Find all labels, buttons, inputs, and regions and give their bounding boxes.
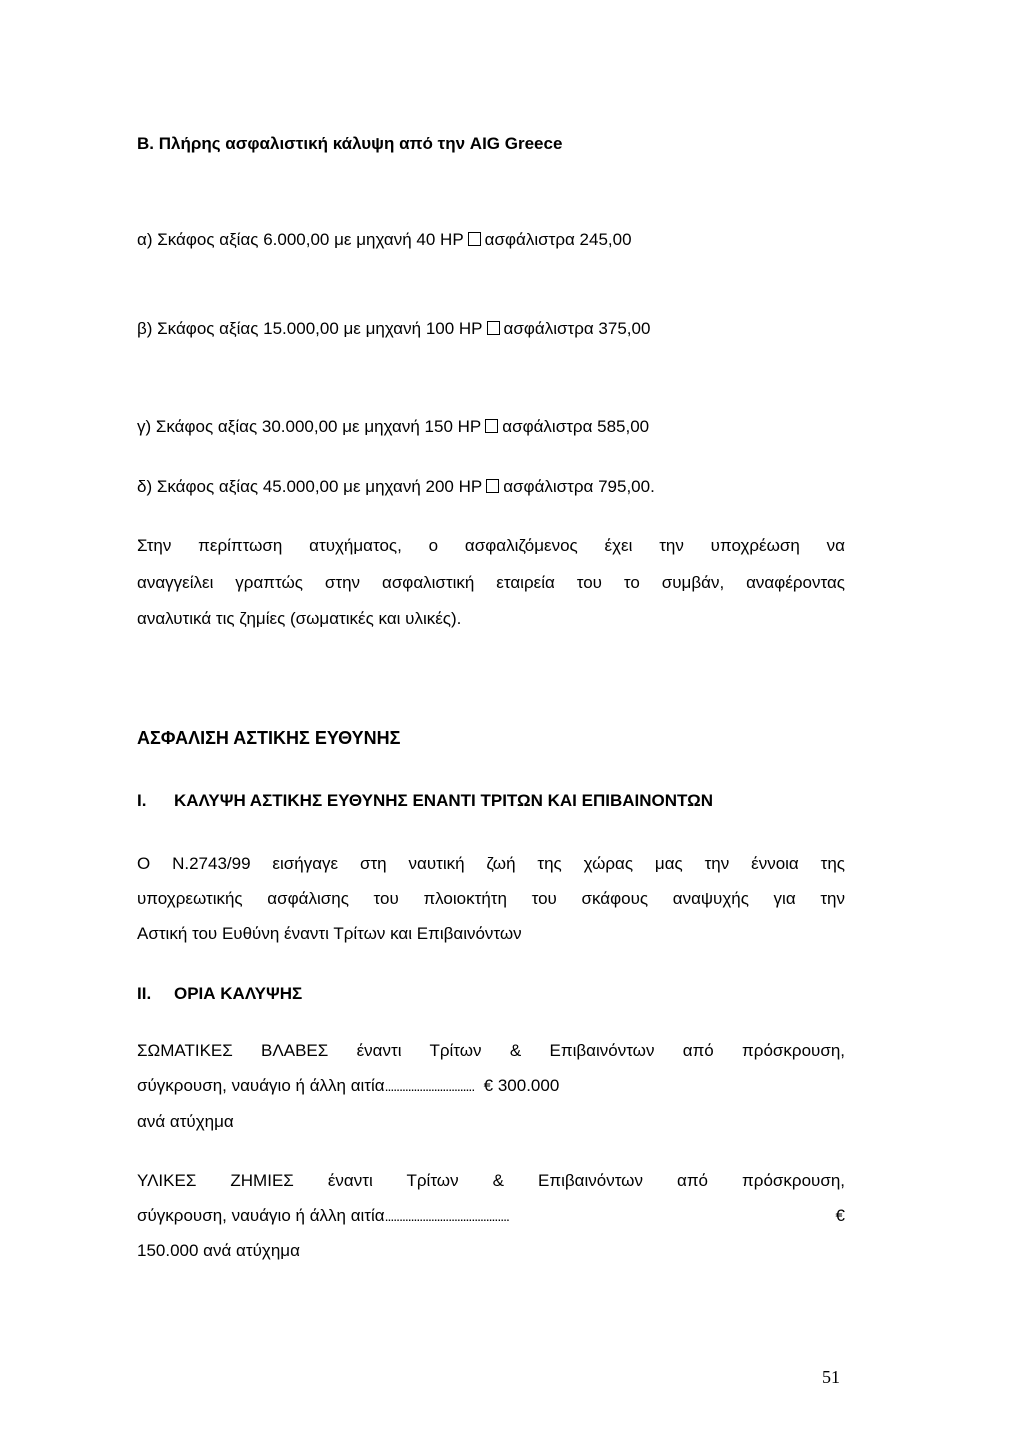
page-number: 51 [822, 1367, 840, 1387]
item-text: α) Σκάφος αξίας 6.000,00 με μηχανή 40 HP [137, 230, 464, 249]
bodily-limit-line: ΣΩΜΑΤΙΚΕΣ ΒΛΑΒΕΣ έναντι Τρίτων & Επιβαινόντων από πρόσκρουση, [137, 1041, 845, 1060]
insurance-item [137, 416, 649, 438]
item-premium: ασφάλιστρα 585,00 [502, 417, 650, 436]
checkbox-icon [485, 419, 498, 433]
liability-heading: ΑΣΦΑΛΙΣΗ ΑΣΤΙΚΗΣ ΕΥΘΥΝΗΣ [137, 728, 401, 748]
subsection-heading [137, 790, 713, 812]
limit-amount: € 300.000 [483, 1076, 560, 1095]
limit-text: σύγκρουση, ναυάγιο ή άλλη αιτία [137, 1206, 385, 1225]
accident-paragraph-line: αναλυτικά τις ζημίες (σωματικές και υλικές). [137, 609, 462, 628]
item-text: β) Σκάφος αξίας 15.000,00 με μηχανή 100 HP [137, 319, 483, 338]
item-premium: ασφάλιστρα 375,00 [503, 319, 651, 338]
subsection-text: ΚΑΛΥΨΗ ΑΣΤΙΚΗΣ ΕΥΘΥΝΗΣ ΕΝΑΝΤΙ ΤΡΙΤΩΝ ΚΑΙ ΕΠΙΒΑΙΝΟΝΤΩΝ [174, 791, 714, 810]
leader-dots: ........................................... [384, 1208, 509, 1224]
law-paragraph-line: Αστική του Ευθύνη έναντι Τρίτων και Επιβαινόντων [137, 924, 522, 943]
checkbox-icon [468, 232, 481, 246]
law-paragraph-line: υποχρεωτικής ασφάλισης του πλοιοκτήτη του σκάφους αναψυχής για την [137, 889, 845, 908]
law-paragraph-line: Ο Ν.2743/99 εισήγαγε στη ναυτική ζωή της χώρας μας την έννοια της [137, 854, 845, 873]
accident-paragraph-line: Στην περίπτωση ατυχήματος, ο ασφαλιζόμενος έχει την υποχρέωση να [137, 536, 845, 555]
item-premium: ασφάλιστρα 245,00 [484, 230, 632, 249]
subsection-heading [137, 983, 302, 1005]
item-text: γ) Σκάφος αξίας 30.000,00 με μηχανή 150 HP [137, 417, 482, 436]
bodily-limit-line [137, 1075, 559, 1097]
item-premium: ασφάλιστρα 795,00. [503, 477, 655, 496]
bodily-limit-line: ανά ατύχημα [137, 1112, 234, 1131]
item-text: δ) Σκάφος αξίας 45.000,00 με μηχανή 200 HP [137, 477, 483, 496]
section-title: B. Πλήρης ασφαλιστική κάλυψη από την AIG Greece [137, 134, 563, 153]
checkbox-icon [486, 479, 499, 493]
leader-dots: ............................... [384, 1078, 475, 1094]
material-limit-line: ΥΛΙΚΕΣ ΖΗΜΙΕΣ έναντι Τρίτων & Επιβαινόντων από πρόσκρουση, [137, 1171, 845, 1190]
material-limit-line: 150.000 ανά ατύχημα [137, 1241, 300, 1260]
subsection-number: II. [137, 984, 152, 1003]
accident-paragraph-line: αναγγείλει γραπτώς στην ασφαλιστική εταιρεία του το συμβάν, αναφέροντας [137, 573, 845, 592]
limit-amount: € [835, 1206, 845, 1225]
insurance-item [137, 318, 650, 340]
subsection-number: I. [137, 791, 147, 810]
insurance-item [137, 229, 632, 251]
subsection-text: ΟΡΙΑ ΚΑΛΥΨΗΣ [174, 984, 303, 1003]
checkbox-icon [487, 321, 500, 335]
material-limit-line [137, 1205, 845, 1227]
limit-text: σύγκρουση, ναυάγιο ή άλλη αιτία [137, 1076, 385, 1095]
insurance-item [137, 476, 655, 498]
